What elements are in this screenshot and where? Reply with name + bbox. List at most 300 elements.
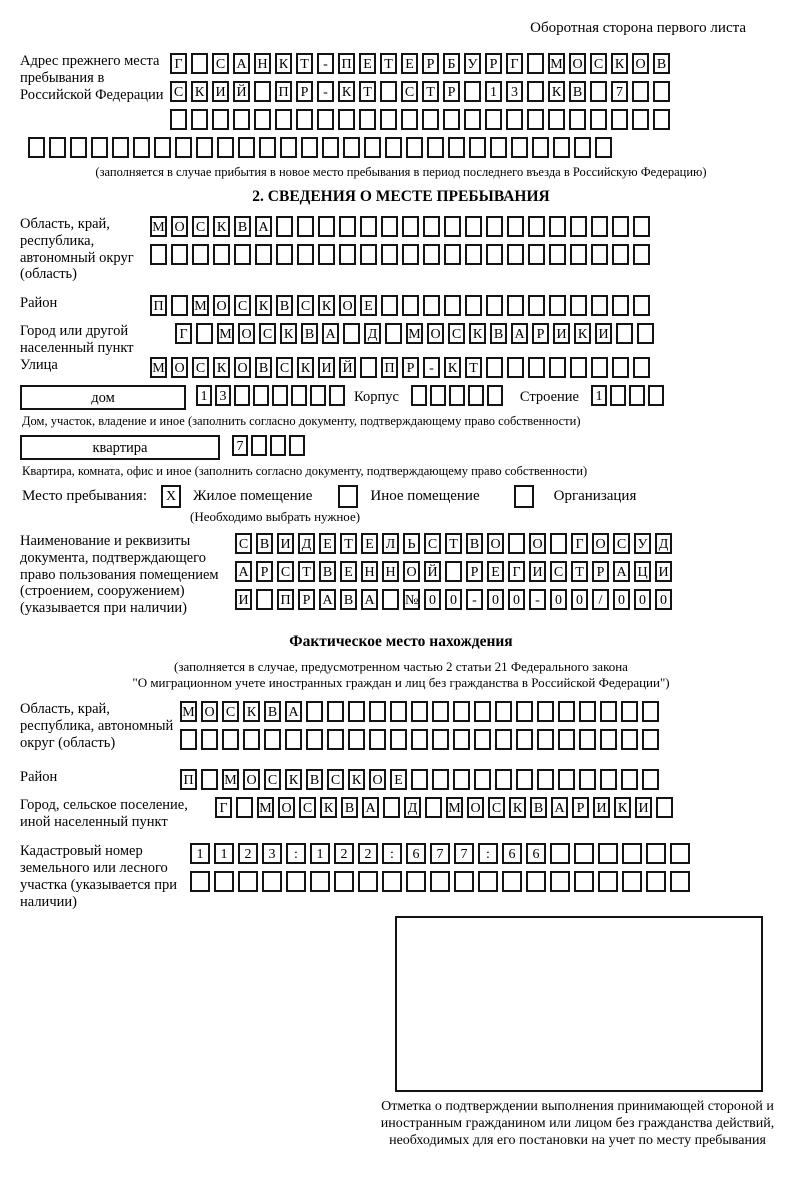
- form-cell: [553, 137, 570, 158]
- actual-location-note-line2: "О миграционном учете иностранных граждан и лиц без гражданства в Российской Федерации"): [132, 675, 670, 691]
- form-cell: [444, 295, 461, 316]
- stay-type-checkbox-residential: X: [161, 485, 181, 508]
- form-cell: [382, 871, 402, 892]
- form-cell: [430, 871, 450, 892]
- form-cell: [443, 109, 460, 130]
- form-cell: И: [212, 81, 229, 102]
- street-block: [20, 357, 782, 385]
- form-cell: [286, 871, 306, 892]
- form-cell: М: [406, 323, 423, 344]
- form-cell: [478, 871, 498, 892]
- form-cell: В: [276, 295, 293, 316]
- form-cell: [507, 295, 524, 316]
- form-cell: Д: [298, 533, 315, 554]
- form-cell: Р: [466, 561, 483, 582]
- district-block: [20, 295, 782, 323]
- form-cell: В: [264, 701, 281, 722]
- form-cell: [297, 244, 314, 265]
- form-cell: [537, 701, 554, 722]
- form-cell: С: [401, 81, 418, 102]
- form-cell: С: [424, 533, 441, 554]
- actual-city-label: Город, сельское поселение, иной населенный пункт: [20, 797, 188, 831]
- form-cell: К: [338, 81, 355, 102]
- form-cell: О: [278, 797, 295, 818]
- form-cell: [448, 137, 465, 158]
- form-cell: [253, 385, 269, 406]
- form-cell: [360, 357, 377, 378]
- form-cell: К: [611, 53, 628, 74]
- form-cell: И: [655, 561, 672, 582]
- form-cell: [423, 244, 440, 265]
- form-cell: Й: [424, 561, 441, 582]
- form-cell: О: [467, 797, 484, 818]
- form-cell: К: [614, 797, 631, 818]
- form-cell: [453, 729, 470, 750]
- form-cell: О: [201, 701, 218, 722]
- region-cells: [150, 216, 654, 272]
- form-cell: Г: [571, 533, 588, 554]
- form-cell: [343, 323, 360, 344]
- form-cell: [507, 357, 524, 378]
- form-cell: [516, 701, 533, 722]
- form-cell: [289, 435, 305, 456]
- form-cell: [358, 871, 378, 892]
- form-cell: [569, 109, 586, 130]
- form-cell: [558, 729, 575, 750]
- form-cell: [507, 216, 524, 237]
- apartment-row: [20, 435, 782, 462]
- form-cell: Д: [364, 323, 381, 344]
- actual-city-row: [215, 797, 677, 822]
- form-cell: [537, 729, 554, 750]
- form-cell: [285, 729, 302, 750]
- form-cell: [406, 137, 423, 158]
- form-cell: [642, 769, 659, 790]
- form-cell: [334, 871, 354, 892]
- form-cell: [430, 385, 446, 406]
- form-cell: [646, 871, 666, 892]
- form-cell: О: [427, 323, 444, 344]
- form-cell: /: [592, 589, 609, 610]
- form-cell: Ц: [634, 561, 651, 582]
- form-cell: 1: [214, 843, 234, 864]
- form-cell: 3: [506, 81, 523, 102]
- form-cell: [469, 137, 486, 158]
- form-cell: [528, 295, 545, 316]
- form-cell: [527, 53, 544, 74]
- form-cell: [381, 295, 398, 316]
- form-cell: [112, 137, 129, 158]
- form-cell: [632, 81, 649, 102]
- form-cell: [621, 729, 638, 750]
- form-cell: М: [192, 295, 209, 316]
- form-cell: [192, 244, 209, 265]
- form-cell: [648, 385, 664, 406]
- form-cell: [259, 137, 276, 158]
- form-cell: Д: [404, 797, 421, 818]
- form-cell: О: [339, 295, 356, 316]
- form-cell: В: [490, 323, 507, 344]
- form-cell: Ь: [403, 533, 420, 554]
- prev-address-row-3: [170, 109, 674, 134]
- form-cell: [238, 871, 258, 892]
- form-cell: Д: [655, 533, 672, 554]
- form-cell: -: [466, 589, 483, 610]
- form-cell: Р: [572, 797, 589, 818]
- form-cell: А: [233, 53, 250, 74]
- form-cell: [339, 216, 356, 237]
- form-cell: [612, 295, 629, 316]
- form-cell: Й: [233, 81, 250, 102]
- korpus-label: Корпус: [354, 388, 399, 405]
- form-cell: В: [301, 323, 318, 344]
- document-row-1: [235, 533, 676, 558]
- form-cell: [449, 385, 465, 406]
- form-cell: Р: [443, 81, 460, 102]
- stay-type-option-organization: Организация: [553, 487, 637, 504]
- form-cell: [495, 729, 512, 750]
- form-cell: [579, 729, 596, 750]
- form-cell: В: [234, 216, 251, 237]
- form-cell: С: [297, 295, 314, 316]
- form-cell: 6: [406, 843, 426, 864]
- form-cell: [532, 137, 549, 158]
- form-cell: [217, 137, 234, 158]
- form-cell: [486, 244, 503, 265]
- form-cell: [465, 244, 482, 265]
- form-cell: Б: [443, 53, 460, 74]
- form-cell: [579, 701, 596, 722]
- form-cell: [360, 244, 377, 265]
- form-cell: А: [235, 561, 252, 582]
- form-cell: [425, 797, 442, 818]
- form-cell: [611, 109, 628, 130]
- document-cells: [235, 533, 676, 617]
- form-cell: [574, 843, 594, 864]
- form-cell: 1: [196, 385, 212, 406]
- form-cell: К: [348, 769, 365, 790]
- form-cell: [411, 701, 428, 722]
- form-cell: [622, 871, 642, 892]
- form-cell: [549, 216, 566, 237]
- stay-type-label: Место пребывания:: [22, 487, 147, 504]
- form-cell: А: [613, 561, 630, 582]
- form-cell: К: [444, 357, 461, 378]
- form-cell: А: [551, 797, 568, 818]
- form-cell: [495, 701, 512, 722]
- form-cell: [327, 729, 344, 750]
- form-cell: 6: [502, 843, 522, 864]
- form-cell: И: [595, 323, 612, 344]
- form-cell: [558, 701, 575, 722]
- form-cell: [591, 357, 608, 378]
- form-cell: [527, 81, 544, 102]
- form-cell: Т: [296, 53, 313, 74]
- form-cell: [154, 137, 171, 158]
- form-cell: 0: [508, 589, 525, 610]
- form-cell: [133, 137, 150, 158]
- form-cell: [49, 137, 66, 158]
- form-cell: М: [180, 701, 197, 722]
- form-cell: М: [217, 323, 234, 344]
- form-cell: [550, 843, 570, 864]
- form-cell: С: [222, 701, 239, 722]
- form-cell: [549, 357, 566, 378]
- form-cell: С: [259, 323, 276, 344]
- form-cell: [150, 244, 167, 265]
- form-cell: К: [243, 701, 260, 722]
- form-cell: [548, 109, 565, 130]
- form-cell: 7: [430, 843, 450, 864]
- form-cell: С: [590, 53, 607, 74]
- form-cell: 0: [634, 589, 651, 610]
- form-cell: О: [213, 295, 230, 316]
- form-cell: 7: [454, 843, 474, 864]
- form-cell: [507, 244, 524, 265]
- form-cell: М: [446, 797, 463, 818]
- actual-region-block: [20, 701, 782, 757]
- form-cell: 1: [310, 843, 330, 864]
- form-cell: [468, 385, 484, 406]
- form-cell: [238, 137, 255, 158]
- form-cell: А: [255, 216, 272, 237]
- form-cell: О: [569, 53, 586, 74]
- form-cell: О: [529, 533, 546, 554]
- form-cell: -: [317, 53, 334, 74]
- form-cell: У: [464, 53, 481, 74]
- form-cell: В: [306, 769, 323, 790]
- form-cell: И: [277, 533, 294, 554]
- form-cell: [574, 871, 594, 892]
- form-cell: Г: [506, 53, 523, 74]
- cadastral-row-2: [190, 871, 694, 896]
- form-cell: С: [192, 216, 209, 237]
- form-cell: [570, 216, 587, 237]
- form-cell: [558, 769, 575, 790]
- form-cell: В: [530, 797, 547, 818]
- form-cell: В: [255, 357, 272, 378]
- form-cell: Т: [359, 81, 376, 102]
- form-cell: [234, 385, 250, 406]
- form-cell: [317, 109, 334, 130]
- form-cell: И: [635, 797, 652, 818]
- form-cell: [474, 729, 491, 750]
- form-cell: [528, 216, 545, 237]
- form-cell: [642, 701, 659, 722]
- form-cell: [191, 109, 208, 130]
- form-cell: [329, 385, 345, 406]
- form-cell: Г: [175, 323, 192, 344]
- form-cell: [579, 769, 596, 790]
- form-cell: [406, 871, 426, 892]
- form-cell: :: [286, 843, 306, 864]
- form-cell: [296, 109, 313, 130]
- form-cell: [595, 137, 612, 158]
- actual-location-title: Фактическое место нахождения: [289, 632, 513, 650]
- form-cell: [276, 244, 293, 265]
- form-cell: В: [319, 561, 336, 582]
- form-cell: С: [613, 533, 630, 554]
- form-cell: [516, 729, 533, 750]
- form-cell: О: [592, 533, 609, 554]
- form-cell: 2: [358, 843, 378, 864]
- form-cell: [453, 769, 470, 790]
- prev-address-cells: [170, 53, 674, 137]
- form-cell: [91, 137, 108, 158]
- form-cell: [528, 244, 545, 265]
- form-cell: [343, 137, 360, 158]
- form-cell: С: [327, 769, 344, 790]
- form-cell: Е: [340, 561, 357, 582]
- prev-address-block: [20, 53, 782, 137]
- form-cell: [549, 295, 566, 316]
- house-row: [20, 385, 782, 412]
- form-cell: [390, 701, 407, 722]
- form-cell: 3: [215, 385, 231, 406]
- document-row-3: [235, 589, 676, 614]
- actual-district-label: Район: [20, 769, 58, 786]
- form-cell: О: [632, 53, 649, 74]
- form-cell: [171, 244, 188, 265]
- form-cell: [270, 435, 286, 456]
- prev-address-label: Адрес прежнего места пребывания в Российской Федерации: [20, 53, 164, 103]
- form-cell: С: [170, 81, 187, 102]
- actual-district-row: [180, 769, 663, 794]
- cadastral-cells: [190, 843, 694, 899]
- form-cell: Н: [254, 53, 271, 74]
- house-number-cells: [196, 385, 348, 402]
- form-cell: [276, 216, 293, 237]
- form-cell: Р: [256, 561, 273, 582]
- actual-city-block: [20, 797, 782, 831]
- form-cell: С: [212, 53, 229, 74]
- form-cell: [490, 137, 507, 158]
- form-cell: [385, 323, 402, 344]
- form-cell: -: [317, 81, 334, 102]
- form-cell: [201, 769, 218, 790]
- form-cell: 0: [445, 589, 462, 610]
- form-cell: [574, 137, 591, 158]
- form-cell: [612, 244, 629, 265]
- form-cell: [297, 216, 314, 237]
- form-cell: [70, 137, 87, 158]
- form-cell: [612, 357, 629, 378]
- form-cell: М: [150, 216, 167, 237]
- form-cell: О: [171, 357, 188, 378]
- form-cell: [180, 729, 197, 750]
- form-cell: П: [275, 81, 292, 102]
- form-cell: [348, 729, 365, 750]
- actual-region-cells: [180, 701, 663, 757]
- form-cell: С: [264, 769, 281, 790]
- city-label: Город или другой населенный пункт: [20, 323, 134, 357]
- form-cell: С: [488, 797, 505, 818]
- stay-type-option-other: Иное помещение: [370, 487, 480, 504]
- form-cell: :: [478, 843, 498, 864]
- form-cell: [401, 109, 418, 130]
- form-cell: О: [238, 323, 255, 344]
- form-cell: [633, 357, 650, 378]
- form-cell: [170, 109, 187, 130]
- form-cell: О: [234, 357, 251, 378]
- form-cell: [486, 295, 503, 316]
- form-cell: М: [150, 357, 167, 378]
- form-cell: [360, 216, 377, 237]
- form-cell: [196, 137, 213, 158]
- form-cell: Г: [215, 797, 232, 818]
- form-cell: [616, 323, 633, 344]
- form-cell: [423, 295, 440, 316]
- form-cell: У: [634, 533, 651, 554]
- form-cell: 6: [526, 843, 546, 864]
- district-label: Район: [20, 295, 58, 312]
- form-cell: [212, 109, 229, 130]
- form-cell: [422, 109, 439, 130]
- form-cell: 0: [613, 589, 630, 610]
- form-cell: [629, 385, 645, 406]
- form-cell: [338, 109, 355, 130]
- form-cell: [670, 871, 690, 892]
- page-header-note: Оборотная сторона первого листа: [530, 20, 746, 36]
- form-cell: [411, 385, 427, 406]
- form-cell: [653, 109, 670, 130]
- region-row-2: [150, 244, 654, 269]
- korpus-cells: [411, 385, 506, 402]
- form-cell: А: [285, 701, 302, 722]
- form-cell: [570, 244, 587, 265]
- form-cell: А: [361, 589, 378, 610]
- region-row-1: [150, 216, 654, 241]
- form-cell: [549, 244, 566, 265]
- form-cell: С: [276, 357, 293, 378]
- cadastral-row-1: [190, 843, 694, 868]
- form-cell: [474, 701, 491, 722]
- form-cell: [508, 533, 525, 554]
- form-cell: [537, 769, 554, 790]
- form-cell: [632, 109, 649, 130]
- form-cell: В: [653, 53, 670, 74]
- form-cell: М: [548, 53, 565, 74]
- district-row: [150, 295, 654, 320]
- form-cell: [402, 244, 419, 265]
- form-cell: №: [403, 589, 420, 610]
- form-cell: Е: [390, 769, 407, 790]
- form-cell: И: [593, 797, 610, 818]
- form-cell: [201, 729, 218, 750]
- form-cell: [633, 295, 650, 316]
- form-cell: [570, 357, 587, 378]
- form-cell: [310, 871, 330, 892]
- form-cell: Л: [382, 533, 399, 554]
- form-cell: [612, 216, 629, 237]
- prev-address-row-1: [170, 53, 674, 78]
- form-cell: 2: [334, 843, 354, 864]
- actual-location-note: [20, 659, 782, 692]
- section2-title: 2. СВЕДЕНИЯ О МЕСТЕ ПРЕБЫВАНИЯ: [252, 188, 550, 205]
- form-cell: К: [548, 81, 565, 102]
- form-cell: П: [338, 53, 355, 74]
- form-cell: И: [235, 589, 252, 610]
- form-cell: [622, 843, 642, 864]
- prev-address-row-4: [28, 137, 782, 162]
- form-cell: [432, 769, 449, 790]
- form-cell: [301, 137, 318, 158]
- form-cell: [445, 561, 462, 582]
- form-cell: [190, 871, 210, 892]
- form-cell: 2: [238, 843, 258, 864]
- form-cell: [642, 729, 659, 750]
- form-cell: К: [213, 357, 230, 378]
